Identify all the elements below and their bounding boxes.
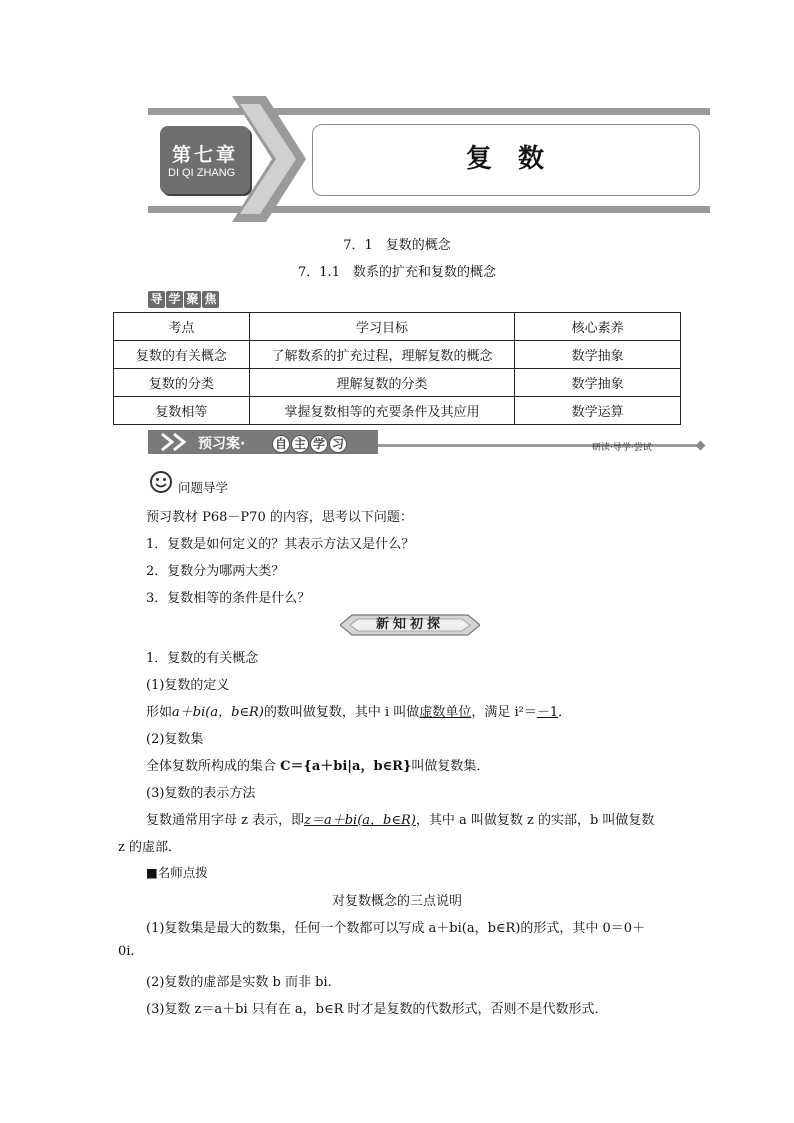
smiley-icon [149, 470, 173, 494]
guide-focus-tag [148, 288, 220, 308]
table-row [114, 369, 681, 397]
concept-heading: 1．复数的有关概念 [146, 651, 259, 666]
text-span: ． [558, 705, 572, 720]
section-subtitle: 7．1.1 数系的扩充和复数的概念 [298, 265, 496, 280]
table-cell: 数学运算 [515, 397, 681, 425]
tag-char: 聚 [184, 291, 201, 308]
question-guide-intro: 预习教材 P68－P70 的内容，思考以下问题： [146, 510, 413, 525]
teacher-tip-label: ■名师点拨 [146, 865, 208, 880]
tag-char: 主 [291, 435, 309, 453]
table-cell: 掌握复数相等的充要条件及其应用 [249, 397, 515, 425]
table-cell: 复数相等 [114, 397, 250, 425]
text-span: ，满足 i²＝ [471, 705, 537, 720]
text-span: 全体复数所构成的集合 [146, 759, 281, 774]
question-item: 1．复数是如何定义的？其表示方法又是什么？ [146, 537, 415, 552]
table-row [114, 397, 681, 425]
table-cell: 数学抽象 [515, 341, 681, 369]
question-item: 3．复数相等的条件是什么？ [146, 591, 311, 606]
answer-blank: z＝a＋bi(a，b∈R) [304, 813, 416, 828]
tip-item: (2)复数的虚部是实数 b 而非 bi. [146, 975, 332, 990]
representation-text-cont: z 的虚部． [118, 840, 181, 855]
new-knowledge-label: 新知初探 [375, 617, 444, 632]
tip-item-cont: 0i. [118, 944, 135, 959]
text-span: 形如 [146, 705, 173, 720]
table-cell: 复数的分类 [114, 369, 250, 397]
tip-title: 对复数概念的三点说明 [331, 894, 462, 909]
objectives-table [113, 312, 681, 425]
chapter-pinyin: DI QI ZHANG [168, 167, 236, 179]
set-text [146, 755, 489, 774]
table-cell: 复数的有关概念 [114, 341, 250, 369]
tag-char: 学 [310, 435, 328, 453]
text-span: 的数叫做复数，其中 i 叫做 [263, 705, 420, 720]
representation-text [146, 809, 654, 828]
tip-item: (1)复数集是最大的数集，任何一个数都可以写成 a＋bi(a，b∈R)的形式，其中 0＝0＋ [146, 921, 646, 936]
question-item: 2．复数分为哪两大类？ [146, 564, 285, 579]
table-header: 学习目标 [249, 313, 515, 341]
table-row [114, 341, 681, 369]
set-title: (2)复数集 [146, 732, 204, 747]
answer-blank: 虚数单位 [419, 705, 472, 720]
formula: C＝{a＋bi|a，b∈R} [280, 759, 412, 774]
double-chevron-icon [158, 432, 194, 452]
definition-title: (1)复数的定义 [146, 678, 230, 693]
preview-label: 预习案· [198, 436, 246, 452]
text-span: 叫做复数集． [411, 759, 490, 774]
formula: a＋bi(a，b∈R) [172, 705, 264, 720]
table-cell: 数学抽象 [515, 369, 681, 397]
diamond-icon [696, 441, 706, 451]
section-title: 7．1 复数的概念 [343, 238, 451, 253]
tag-char: 导 [148, 291, 165, 308]
table-cell: 了解数系的扩充过程，理解复数的概念 [249, 341, 515, 369]
text-span: ，其中 a 叫做复数 z 的实部，b 叫做复数 [415, 813, 655, 828]
representation-title: (3)复数的表示方法 [146, 786, 256, 801]
tag-char: 学 [166, 291, 183, 308]
tip-item: (3)复数 z＝a＋bi 只有在 a，b∈R 时才是复数的代数形式，否则不是代数形式． [146, 1002, 608, 1017]
answer-blank: －1 [536, 705, 559, 720]
definition-text [146, 701, 571, 720]
tag-char: 自 [272, 435, 290, 453]
self-study-tags [272, 433, 348, 453]
table-cell: 理解复数的分类 [249, 369, 515, 397]
table-header: 核心素养 [515, 313, 681, 341]
table-header: 考点 [114, 313, 250, 341]
text-span: 复数通常用字母 z 表示，即 [146, 813, 305, 828]
chapter-number: 第七章 [172, 144, 239, 166]
chapter-title: 复数 [465, 144, 570, 174]
question-guide-title: 问题导学 [178, 480, 229, 495]
preview-right-caption: 研读·导学·尝试 [592, 443, 652, 453]
table-header-row [114, 313, 681, 341]
tag-char: 焦 [202, 291, 219, 308]
tag-char: 习 [329, 435, 347, 453]
